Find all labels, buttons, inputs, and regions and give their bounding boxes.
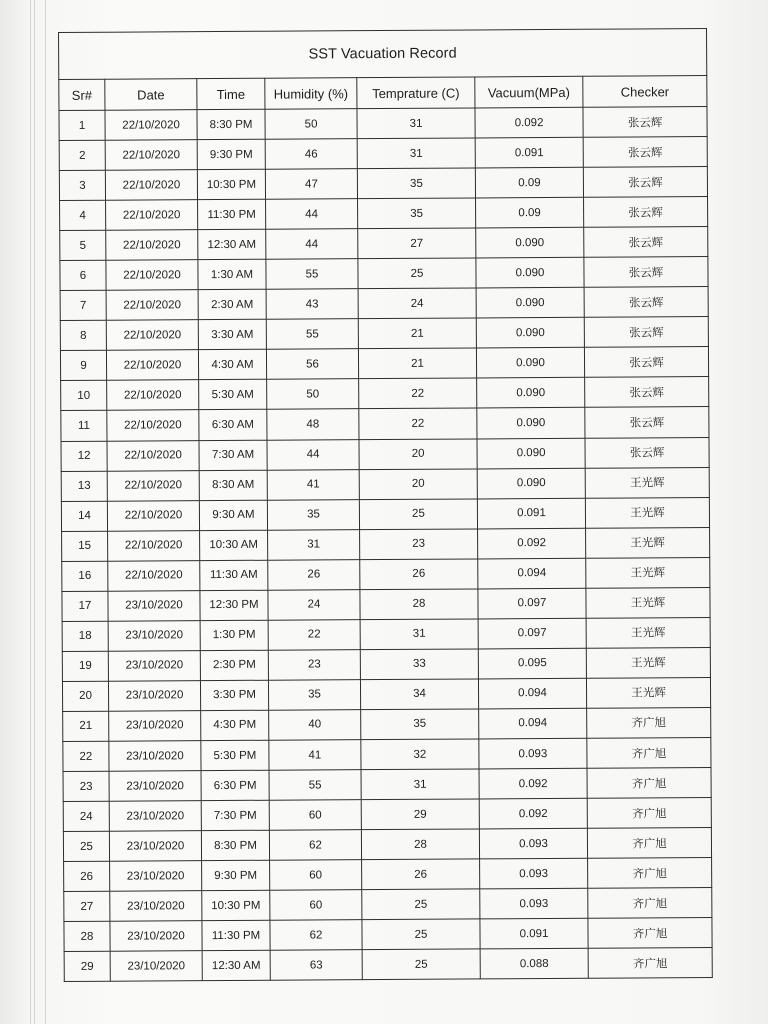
- table-row: [61, 437, 709, 471]
- time-cell: 8:30 PM: [201, 830, 269, 860]
- sr-cell: 28: [64, 921, 110, 951]
- vacuum-cell: 0.09: [475, 167, 583, 198]
- date-cell: 22/10/2020: [106, 200, 198, 231]
- humidity-cell: 62: [270, 920, 362, 951]
- sr-cell: 17: [62, 591, 108, 621]
- humidity-cell: 50: [265, 109, 357, 140]
- sr-cell: 27: [64, 891, 110, 921]
- vacuum-cell: 0.090: [476, 318, 584, 349]
- time-cell: 7:30 PM: [201, 800, 269, 830]
- sr-cell: 4: [60, 200, 106, 230]
- vacuum-cell: 0.090: [477, 438, 585, 469]
- checker-cell: 齐广旭: [588, 918, 712, 949]
- checker-cell: 齐广旭: [587, 707, 711, 738]
- vacuum-cell: 0.092: [479, 798, 587, 829]
- column-header-vacuum: Vacuum(MPa): [475, 76, 583, 108]
- scan-edge-line: [34, 0, 35, 1024]
- checker-cell: 齐广旭: [588, 948, 712, 979]
- temperature-cell: 27: [358, 228, 476, 259]
- vacuum-cell: 0.090: [476, 288, 584, 319]
- humidity-cell: 60: [270, 860, 362, 891]
- table-row: [60, 317, 708, 351]
- date-cell: 22/10/2020: [106, 260, 198, 291]
- date-cell: 23/10/2020: [109, 771, 201, 802]
- humidity-cell: 63: [270, 950, 362, 981]
- sr-cell: 3: [59, 170, 105, 200]
- checker-cell: 张云辉: [585, 377, 709, 408]
- humidity-cell: 55: [266, 319, 358, 350]
- time-cell: 2:30 PM: [200, 650, 268, 680]
- temperature-cell: 25: [362, 949, 480, 980]
- temperature-cell: 31: [357, 138, 475, 169]
- sr-cell: 2: [59, 140, 105, 170]
- temperature-cell: 22: [359, 408, 477, 439]
- time-cell: 3:30 PM: [200, 680, 268, 710]
- time-cell: 7:30 AM: [199, 440, 267, 470]
- sr-cell: 16: [62, 561, 108, 591]
- checker-cell: 张云辉: [584, 347, 708, 378]
- table-row: [64, 918, 712, 952]
- checker-cell: 王光辉: [586, 617, 710, 648]
- checker-cell: 齐广旭: [587, 798, 711, 829]
- record-title: SST Vacuation Record: [59, 29, 707, 80]
- vacuum-cell: 0.090: [476, 227, 584, 258]
- date-cell: 22/10/2020: [105, 110, 197, 141]
- humidity-cell: 40: [269, 710, 361, 741]
- column-header-time: Time: [197, 78, 265, 109]
- time-cell: 10:30 AM: [200, 530, 268, 560]
- sr-cell: 20: [62, 681, 108, 711]
- vacuum-cell: 0.09: [476, 197, 584, 228]
- date-cell: 23/10/2020: [109, 831, 201, 862]
- temperature-cell: 24: [358, 288, 476, 319]
- table-row: [59, 137, 707, 171]
- sr-cell: 5: [60, 230, 106, 260]
- temperature-cell: 29: [361, 799, 479, 830]
- sr-cell: 9: [60, 351, 106, 381]
- sr-cell: 11: [61, 411, 107, 441]
- vacuum-cell: 0.090: [476, 348, 584, 379]
- vacuum-cell: 0.092: [479, 768, 587, 799]
- humidity-cell: 43: [266, 289, 358, 320]
- time-cell: 12:30 AM: [198, 229, 266, 259]
- temperature-cell: 33: [360, 649, 478, 680]
- sr-cell: 7: [60, 290, 106, 320]
- time-cell: 5:30 AM: [199, 380, 267, 410]
- table-row: [60, 287, 708, 321]
- checker-cell: 张云辉: [584, 227, 708, 258]
- date-cell: 22/10/2020: [106, 320, 198, 351]
- time-cell: 9:30 AM: [199, 500, 267, 530]
- temperature-cell: 26: [360, 559, 478, 590]
- checker-cell: 张云辉: [585, 437, 709, 468]
- table-row: [61, 497, 709, 531]
- humidity-cell: 35: [267, 499, 359, 530]
- checker-cell: 王光辉: [586, 557, 710, 588]
- checker-cell: 张云辉: [584, 317, 708, 348]
- vacuum-cell: 0.097: [478, 618, 586, 649]
- humidity-cell: 50: [267, 379, 359, 410]
- checker-cell: 张云辉: [584, 257, 708, 288]
- table-row: [60, 347, 708, 381]
- vacuum-cell: 0.091: [475, 137, 583, 168]
- checker-cell: 王光辉: [586, 647, 710, 678]
- temperature-cell: 35: [361, 709, 479, 740]
- humidity-cell: 22: [268, 619, 360, 650]
- table-row: [62, 617, 710, 651]
- sr-cell: 8: [60, 321, 106, 351]
- table-row: [63, 768, 711, 802]
- date-cell: 23/10/2020: [108, 681, 200, 712]
- table-row: [64, 888, 712, 922]
- time-cell: 11:30 AM: [200, 560, 268, 590]
- date-cell: 23/10/2020: [108, 650, 200, 681]
- temperature-cell: 23: [360, 529, 478, 560]
- temperature-cell: 28: [361, 829, 479, 860]
- time-cell: 12:30 AM: [202, 951, 270, 981]
- temperature-cell: 34: [360, 679, 478, 710]
- humidity-cell: 44: [266, 229, 358, 260]
- vacuum-cell: 0.093: [479, 738, 587, 769]
- temperature-cell: 22: [359, 378, 477, 409]
- vacuum-cell: 0.090: [477, 468, 585, 499]
- time-cell: 1:30 AM: [198, 259, 266, 289]
- date-cell: 22/10/2020: [107, 380, 199, 411]
- column-header-date: Date: [105, 79, 197, 111]
- humidity-cell: 55: [269, 770, 361, 801]
- time-cell: 9:30 PM: [197, 139, 265, 169]
- vacuum-cell: 0.093: [479, 828, 587, 859]
- time-cell: 9:30 PM: [202, 860, 270, 890]
- table-row: [62, 587, 710, 621]
- humidity-cell: 41: [267, 469, 359, 500]
- date-cell: 23/10/2020: [109, 801, 201, 832]
- date-cell: 22/10/2020: [108, 530, 200, 561]
- table-row: [61, 467, 709, 501]
- checker-cell: 齐广旭: [588, 888, 712, 919]
- temperature-cell: 31: [361, 769, 479, 800]
- checker-cell: 王光辉: [586, 677, 710, 708]
- sr-cell: 10: [61, 381, 107, 411]
- vacuum-cell: 0.090: [476, 258, 584, 289]
- temperature-cell: 31: [360, 619, 478, 650]
- checker-cell: 张云辉: [584, 287, 708, 318]
- sr-cell: 19: [62, 651, 108, 681]
- date-cell: 23/10/2020: [110, 891, 202, 922]
- temperature-cell: 28: [360, 589, 478, 620]
- humidity-cell: 48: [267, 409, 359, 440]
- checker-cell: 张云辉: [583, 107, 707, 138]
- temperature-cell: 20: [359, 469, 477, 500]
- table-row: [62, 527, 710, 561]
- checker-cell: 王光辉: [585, 497, 709, 528]
- table-row: [59, 107, 707, 141]
- humidity-cell: 31: [268, 529, 360, 560]
- vacuum-cell: 0.094: [478, 558, 586, 589]
- table-row: [62, 677, 710, 711]
- time-cell: 1:30 PM: [200, 620, 268, 650]
- date-cell: 22/10/2020: [105, 140, 197, 171]
- time-cell: 12:30 PM: [200, 590, 268, 620]
- vacuum-cell: 0.090: [477, 378, 585, 409]
- sr-cell: 12: [61, 441, 107, 471]
- humidity-cell: 56: [266, 349, 358, 380]
- humidity-cell: 41: [269, 740, 361, 771]
- sr-cell: 1: [59, 110, 105, 140]
- date-cell: 23/10/2020: [108, 620, 200, 651]
- humidity-cell: 60: [269, 800, 361, 831]
- vacuum-cell: 0.092: [475, 107, 583, 138]
- column-header-temperature: Temprature (C): [357, 77, 475, 109]
- table-row: [64, 858, 712, 892]
- scan-edge-line: [30, 0, 31, 1024]
- date-cell: 22/10/2020: [107, 500, 199, 531]
- table-row: [63, 798, 711, 832]
- scan-edge-line: [45, 0, 46, 1024]
- checker-cell: 齐广旭: [588, 858, 712, 889]
- humidity-cell: 55: [266, 259, 358, 290]
- checker-cell: 齐广旭: [587, 768, 711, 799]
- temperature-cell: 25: [362, 919, 480, 950]
- time-cell: 8:30 AM: [199, 470, 267, 500]
- table-row: [59, 167, 707, 201]
- temperature-cell: 32: [361, 739, 479, 770]
- sr-cell: 6: [60, 260, 106, 290]
- temperature-cell: 20: [359, 438, 477, 469]
- sr-cell: 24: [63, 801, 109, 831]
- time-cell: 11:30 PM: [198, 199, 266, 229]
- sr-cell: 26: [64, 861, 110, 891]
- sr-cell: 23: [63, 771, 109, 801]
- column-header-humidity: Humidity (%): [265, 78, 357, 110]
- time-cell: 8:30 PM: [197, 109, 265, 139]
- date-cell: 22/10/2020: [107, 470, 199, 501]
- date-cell: 22/10/2020: [108, 560, 200, 591]
- checker-cell: 王光辉: [586, 587, 710, 618]
- table-row: [61, 407, 709, 441]
- time-cell: 6:30 AM: [199, 410, 267, 440]
- vacuum-cell: 0.092: [478, 528, 586, 559]
- humidity-cell: 47: [265, 169, 357, 200]
- sr-cell: 14: [61, 501, 107, 531]
- checker-cell: 张云辉: [583, 137, 707, 168]
- temperature-cell: 35: [358, 198, 476, 229]
- temperature-cell: 26: [362, 859, 480, 890]
- date-cell: 22/10/2020: [107, 440, 199, 471]
- date-cell: 22/10/2020: [107, 410, 199, 441]
- table-row: [60, 197, 708, 231]
- table-row: [60, 257, 708, 291]
- vacuum-cell: 0.090: [477, 408, 585, 439]
- vacuum-cell: 0.093: [480, 888, 588, 919]
- table-row: [63, 738, 711, 772]
- table-row: [60, 227, 708, 261]
- vacuum-cell: 0.094: [479, 708, 587, 739]
- vacuum-cell: 0.088: [480, 949, 588, 980]
- date-cell: 23/10/2020: [110, 951, 202, 982]
- time-cell: 6:30 PM: [201, 770, 269, 800]
- temperature-cell: 21: [358, 348, 476, 379]
- humidity-cell: 60: [270, 890, 362, 921]
- temperature-cell: 25: [359, 499, 477, 530]
- column-header-row: [59, 76, 707, 111]
- date-cell: 23/10/2020: [110, 861, 202, 892]
- sr-cell: 15: [62, 531, 108, 561]
- date-cell: 22/10/2020: [106, 290, 198, 321]
- date-cell: 23/10/2020: [109, 711, 201, 742]
- sr-cell: 29: [64, 952, 110, 982]
- temperature-cell: 25: [362, 889, 480, 920]
- table-row: [63, 828, 711, 862]
- humidity-cell: 44: [266, 199, 358, 230]
- table-row: [62, 557, 710, 591]
- sr-cell: 13: [61, 471, 107, 501]
- sr-cell: 18: [62, 621, 108, 651]
- date-cell: 23/10/2020: [109, 741, 201, 772]
- time-cell: 4:30 AM: [198, 350, 266, 380]
- date-cell: 22/10/2020: [105, 170, 197, 201]
- sr-cell: 25: [63, 831, 109, 861]
- time-cell: 11:30 PM: [202, 920, 270, 950]
- date-cell: 22/10/2020: [106, 350, 198, 381]
- humidity-cell: 35: [268, 680, 360, 711]
- vacuum-cell: 0.094: [478, 678, 586, 709]
- table-row: [63, 707, 711, 741]
- vacuum-cell: 0.091: [480, 919, 588, 950]
- checker-cell: 王光辉: [585, 467, 709, 498]
- checker-cell: 张云辉: [585, 407, 709, 438]
- time-cell: 3:30 AM: [198, 320, 266, 350]
- temperature-cell: 31: [357, 108, 475, 139]
- temperature-cell: 25: [358, 258, 476, 289]
- sr-cell: 22: [63, 741, 109, 771]
- vacuum-cell: 0.091: [477, 498, 585, 529]
- time-cell: 10:30 PM: [202, 890, 270, 920]
- temperature-cell: 35: [357, 168, 475, 199]
- column-header-sr: Sr#: [59, 79, 105, 110]
- humidity-cell: 23: [268, 650, 360, 681]
- table-row: [64, 948, 712, 982]
- date-cell: 23/10/2020: [108, 590, 200, 621]
- humidity-cell: 62: [269, 830, 361, 861]
- time-cell: 5:30 PM: [201, 740, 269, 770]
- table-row: [62, 647, 710, 681]
- time-cell: 4:30 PM: [201, 710, 269, 740]
- sr-cell: 21: [63, 711, 109, 741]
- vacuation-record-table: [58, 28, 713, 982]
- checker-cell: 王光辉: [586, 527, 710, 558]
- checker-cell: 张云辉: [584, 197, 708, 228]
- vacuum-cell: 0.097: [478, 588, 586, 619]
- humidity-cell: 24: [268, 589, 360, 620]
- record-rows: [59, 107, 712, 982]
- time-cell: 10:30 PM: [197, 169, 265, 199]
- date-cell: 22/10/2020: [106, 230, 198, 261]
- vacuum-cell: 0.093: [480, 858, 588, 889]
- humidity-cell: 26: [268, 559, 360, 590]
- temperature-cell: 21: [358, 318, 476, 349]
- time-cell: 2:30 AM: [198, 290, 266, 320]
- table-row: [61, 377, 709, 411]
- date-cell: 23/10/2020: [110, 921, 202, 952]
- checker-cell: 张云辉: [583, 167, 707, 198]
- checker-cell: 齐广旭: [587, 828, 711, 859]
- column-header-checker: Checker: [583, 76, 707, 108]
- vacuum-cell: 0.095: [478, 648, 586, 679]
- humidity-cell: 46: [265, 139, 357, 170]
- humidity-cell: 44: [267, 439, 359, 470]
- checker-cell: 齐广旭: [587, 738, 711, 769]
